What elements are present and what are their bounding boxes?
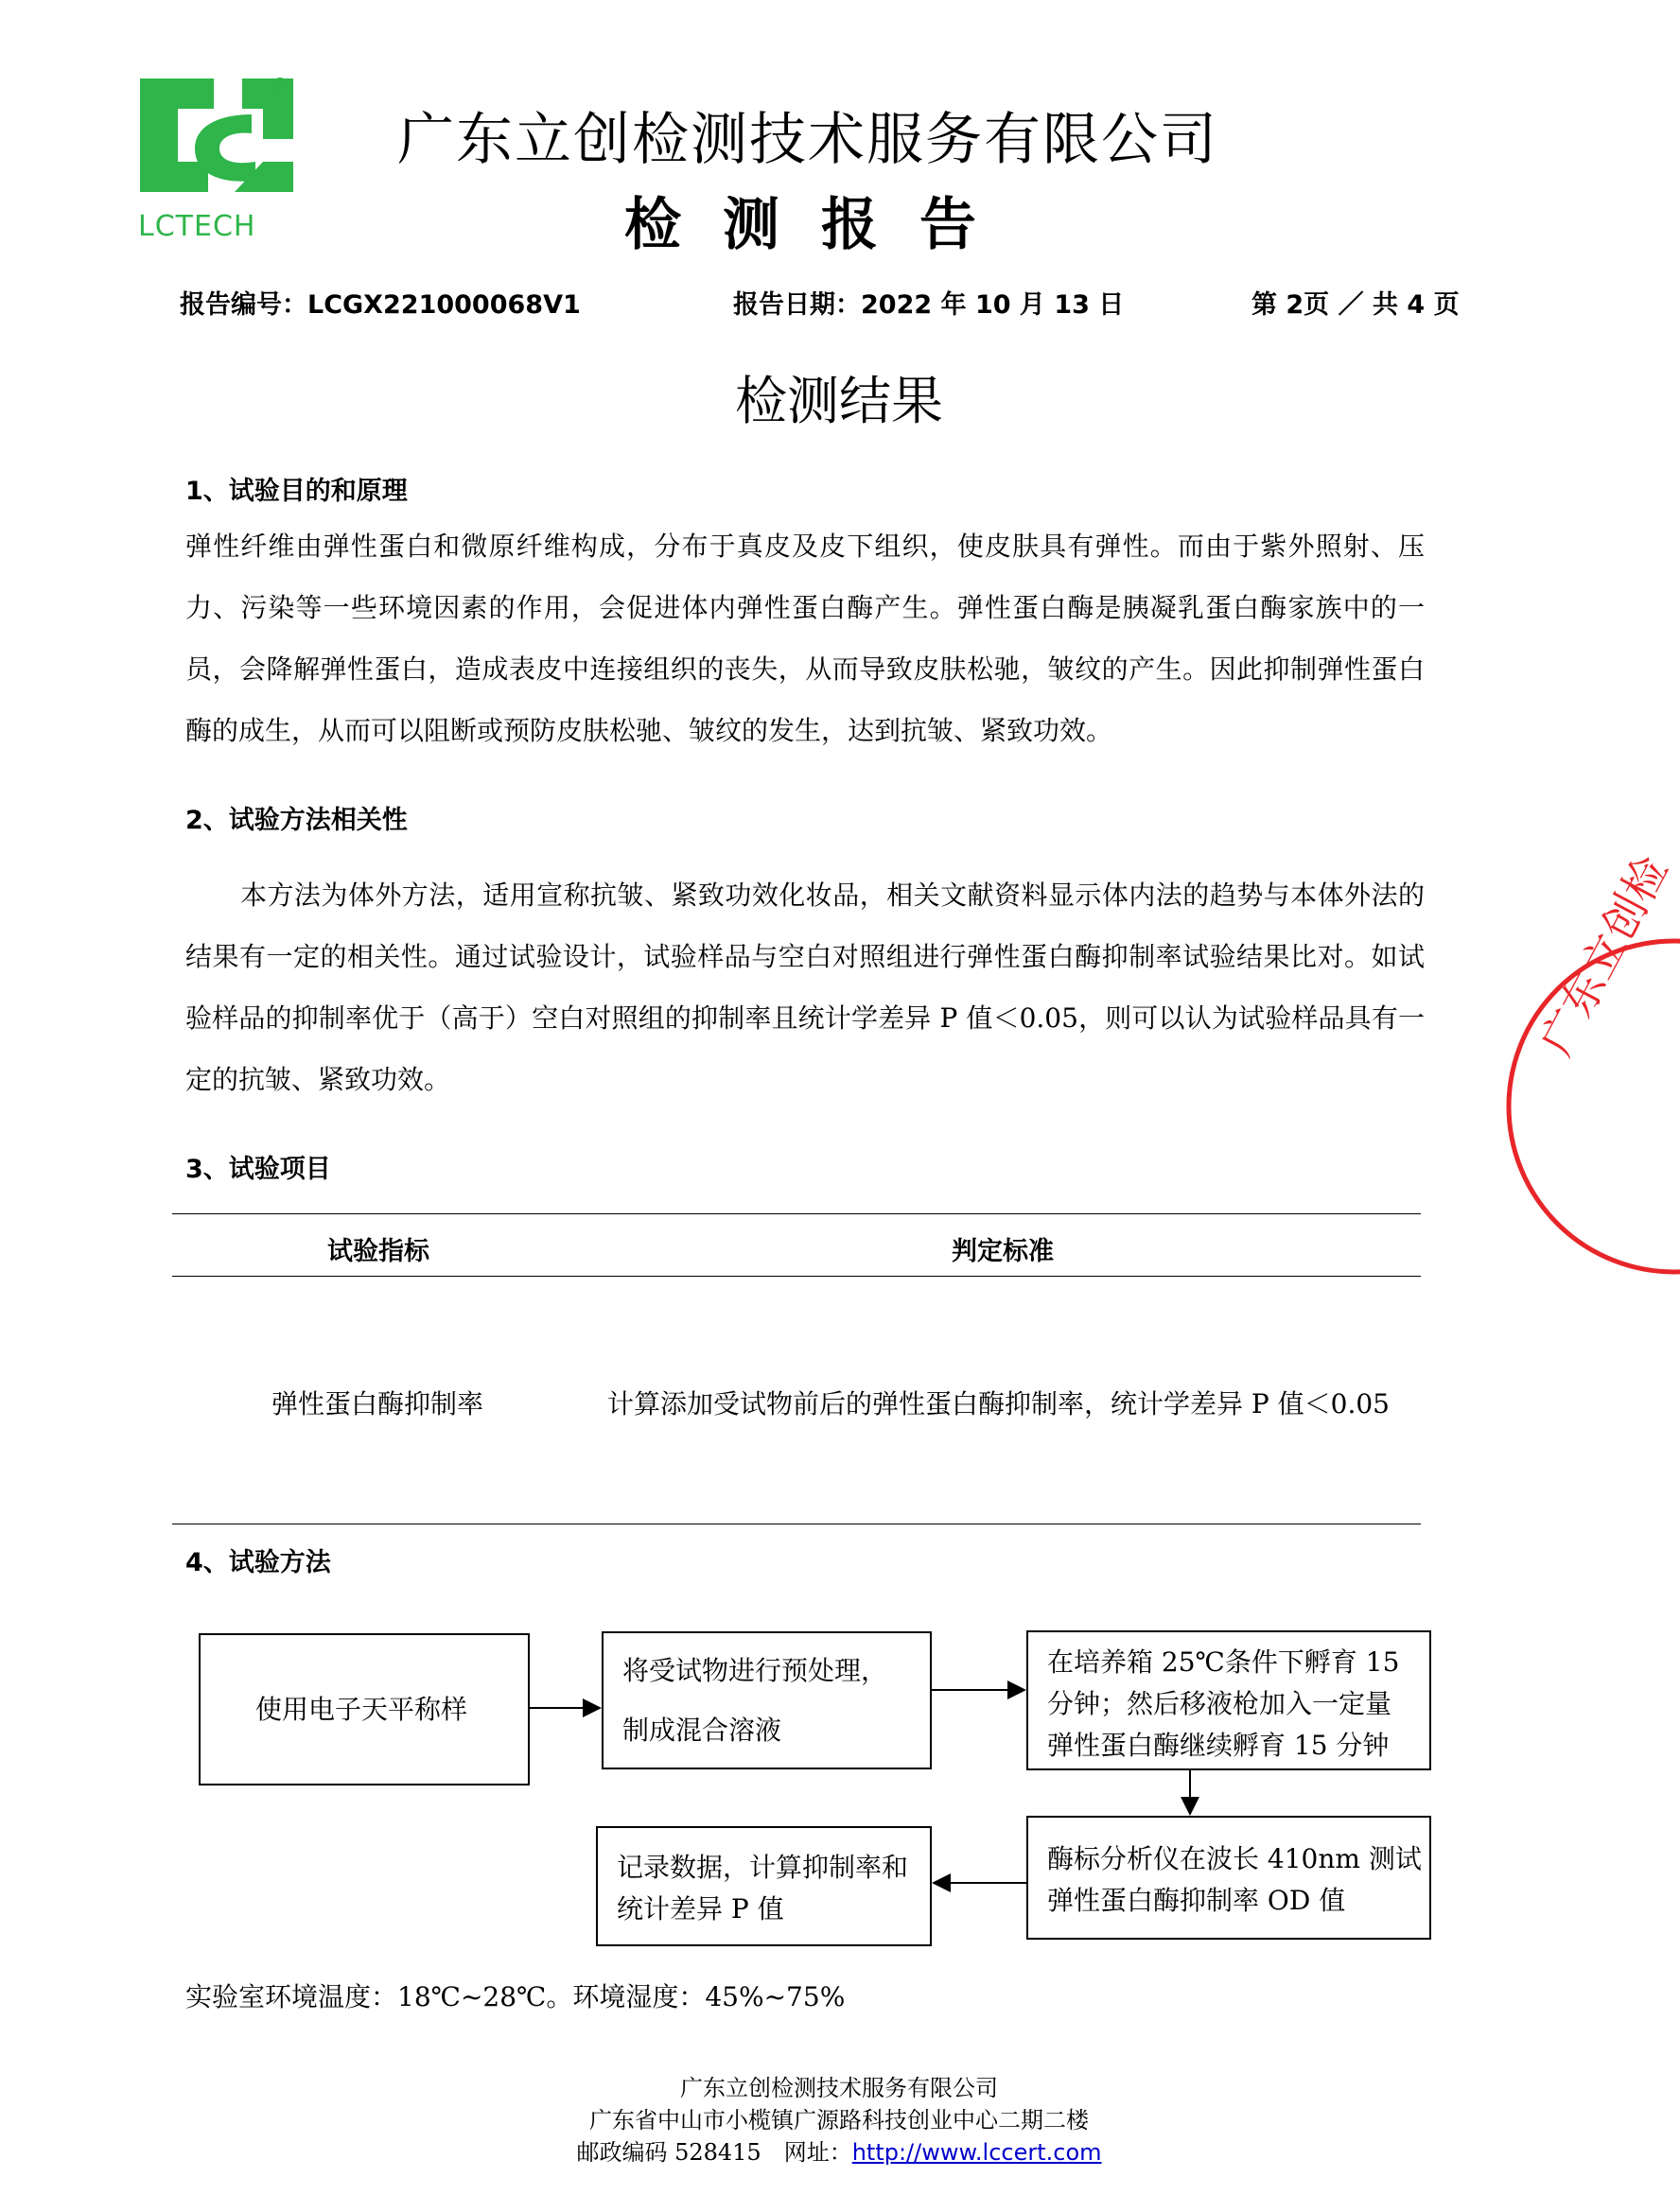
report-date: 报告日期：2022 年 10 月 13 日 <box>733 290 1125 320</box>
flow-step-record-line-2: 统计差异 P 值 <box>617 1893 784 1925</box>
company-name: 广东立创检测技术服务有限公司 <box>397 107 1218 173</box>
flow-step-measure-line-1: 酶标分析仪在波长 410nm 测试 <box>1047 1843 1422 1874</box>
flow-step-record-line-1: 记录数据，计算抑制率和 <box>617 1852 909 1883</box>
stamp-text: 广东立创检 <box>1530 847 1678 1064</box>
flow-step-incubate-line-2: 分钟；然后移液枪加入一定量 <box>1047 1688 1392 1719</box>
footer-company: 广东立创检测技术服务有限公司 <box>680 2075 998 2101</box>
section-1-text: 弹性纤维由弹性蛋白和微原纤维构成，分布于真皮及皮下组织，使皮肤具有弹性。而由于紫外照射、压力、污染等一些环境因素的作用，会促进体内弹性蛋白酶产生。弹性蛋白酶是胰凝乳蛋白酶家族中的一员，会降解弹性蛋白，造成表皮中连接组织的丧失，从而导致皮肤松驰，皱纹的产生。因此抑制弹性蛋白酶的成生，从而可以阻断或预防皮肤松驰、皱纹的发生，达到抗皱、紧致功效。 <box>185 531 1425 746</box>
logo-text: LCTECH <box>138 210 256 243</box>
page-heading: 检测结果 <box>734 371 943 431</box>
section-4-title: 4、试验方法 <box>185 1548 331 1577</box>
table-header-indicator: 试验指标 <box>327 1237 429 1266</box>
footer-web-label: 网址： <box>783 2139 852 2166</box>
section-1-title: 1、试验目的和原理 <box>185 477 408 506</box>
flow-step-weigh-line-1: 使用电子天平称样 <box>255 1693 468 1725</box>
page-info: 第 2页 ／ 共 4 页 <box>1251 290 1460 320</box>
table-cell-indicator: 弹性蛋白酶抑制率 <box>271 1388 484 1420</box>
flow-step-pretreat-line-1: 将受试物进行预处理， <box>622 1655 888 1686</box>
flow-step-incubate-line-1: 在培养箱 25℃条件下孵育 15 <box>1047 1646 1400 1678</box>
flow-step-pretreat-line-2: 制成混合溶液 <box>622 1715 782 1746</box>
flow-step-incubate-line-3: 弹性蛋白酶继续孵育 15 分钟 <box>1047 1730 1390 1761</box>
flow-step-measure-line-2: 弹性蛋白酶抑制率 OD 值 <box>1047 1885 1346 1916</box>
section-2-title: 2、试验方法相关性 <box>185 806 408 835</box>
report-title: 检测报告 <box>624 192 1018 258</box>
table-header-criterion: 判定标准 <box>952 1237 1054 1266</box>
table-cell-criterion: 计算添加受试物前后的弹性蛋白酶抑制率，统计学差异 P 值＜0.05 <box>607 1388 1390 1420</box>
report-number: 报告编号：LCGX221000068V1 <box>180 290 581 320</box>
section-3-title: 3、试验项目 <box>185 1155 331 1184</box>
company-stamp <box>1447 847 1678 1277</box>
section-2-text: 本方法为体外方法，适用宣称抗皱、紧致功效化妆品，相关文献资料显示体内法的趋势与本体外法的结果有一定的相关性。通过试验设计，试验样品与空白对照组进行弹性蛋白酶抑制率试验结果比对。如试验样品的抑制率优于（高于）空白对照组的抑制率且统计学差异 P 值＜0.05，则可以认为试验样品具有一定的抗皱、紧致功效。 <box>185 880 1425 1095</box>
registered-mark: ® <box>271 74 289 96</box>
footer-address: 广东省中山市小榄镇广源路科技创业中心二期二楼 <box>589 2107 1089 2134</box>
footer-postcode: 邮政编码 528415 <box>576 2139 761 2166</box>
footer-url-link[interactable]: http://www.lccert.com <box>851 2139 1102 2166</box>
footer-contact <box>0 2134 1678 2167</box>
lab-environment: 实验室环境温度：18℃~28℃。环境湿度：45%~75% <box>185 1981 846 2012</box>
